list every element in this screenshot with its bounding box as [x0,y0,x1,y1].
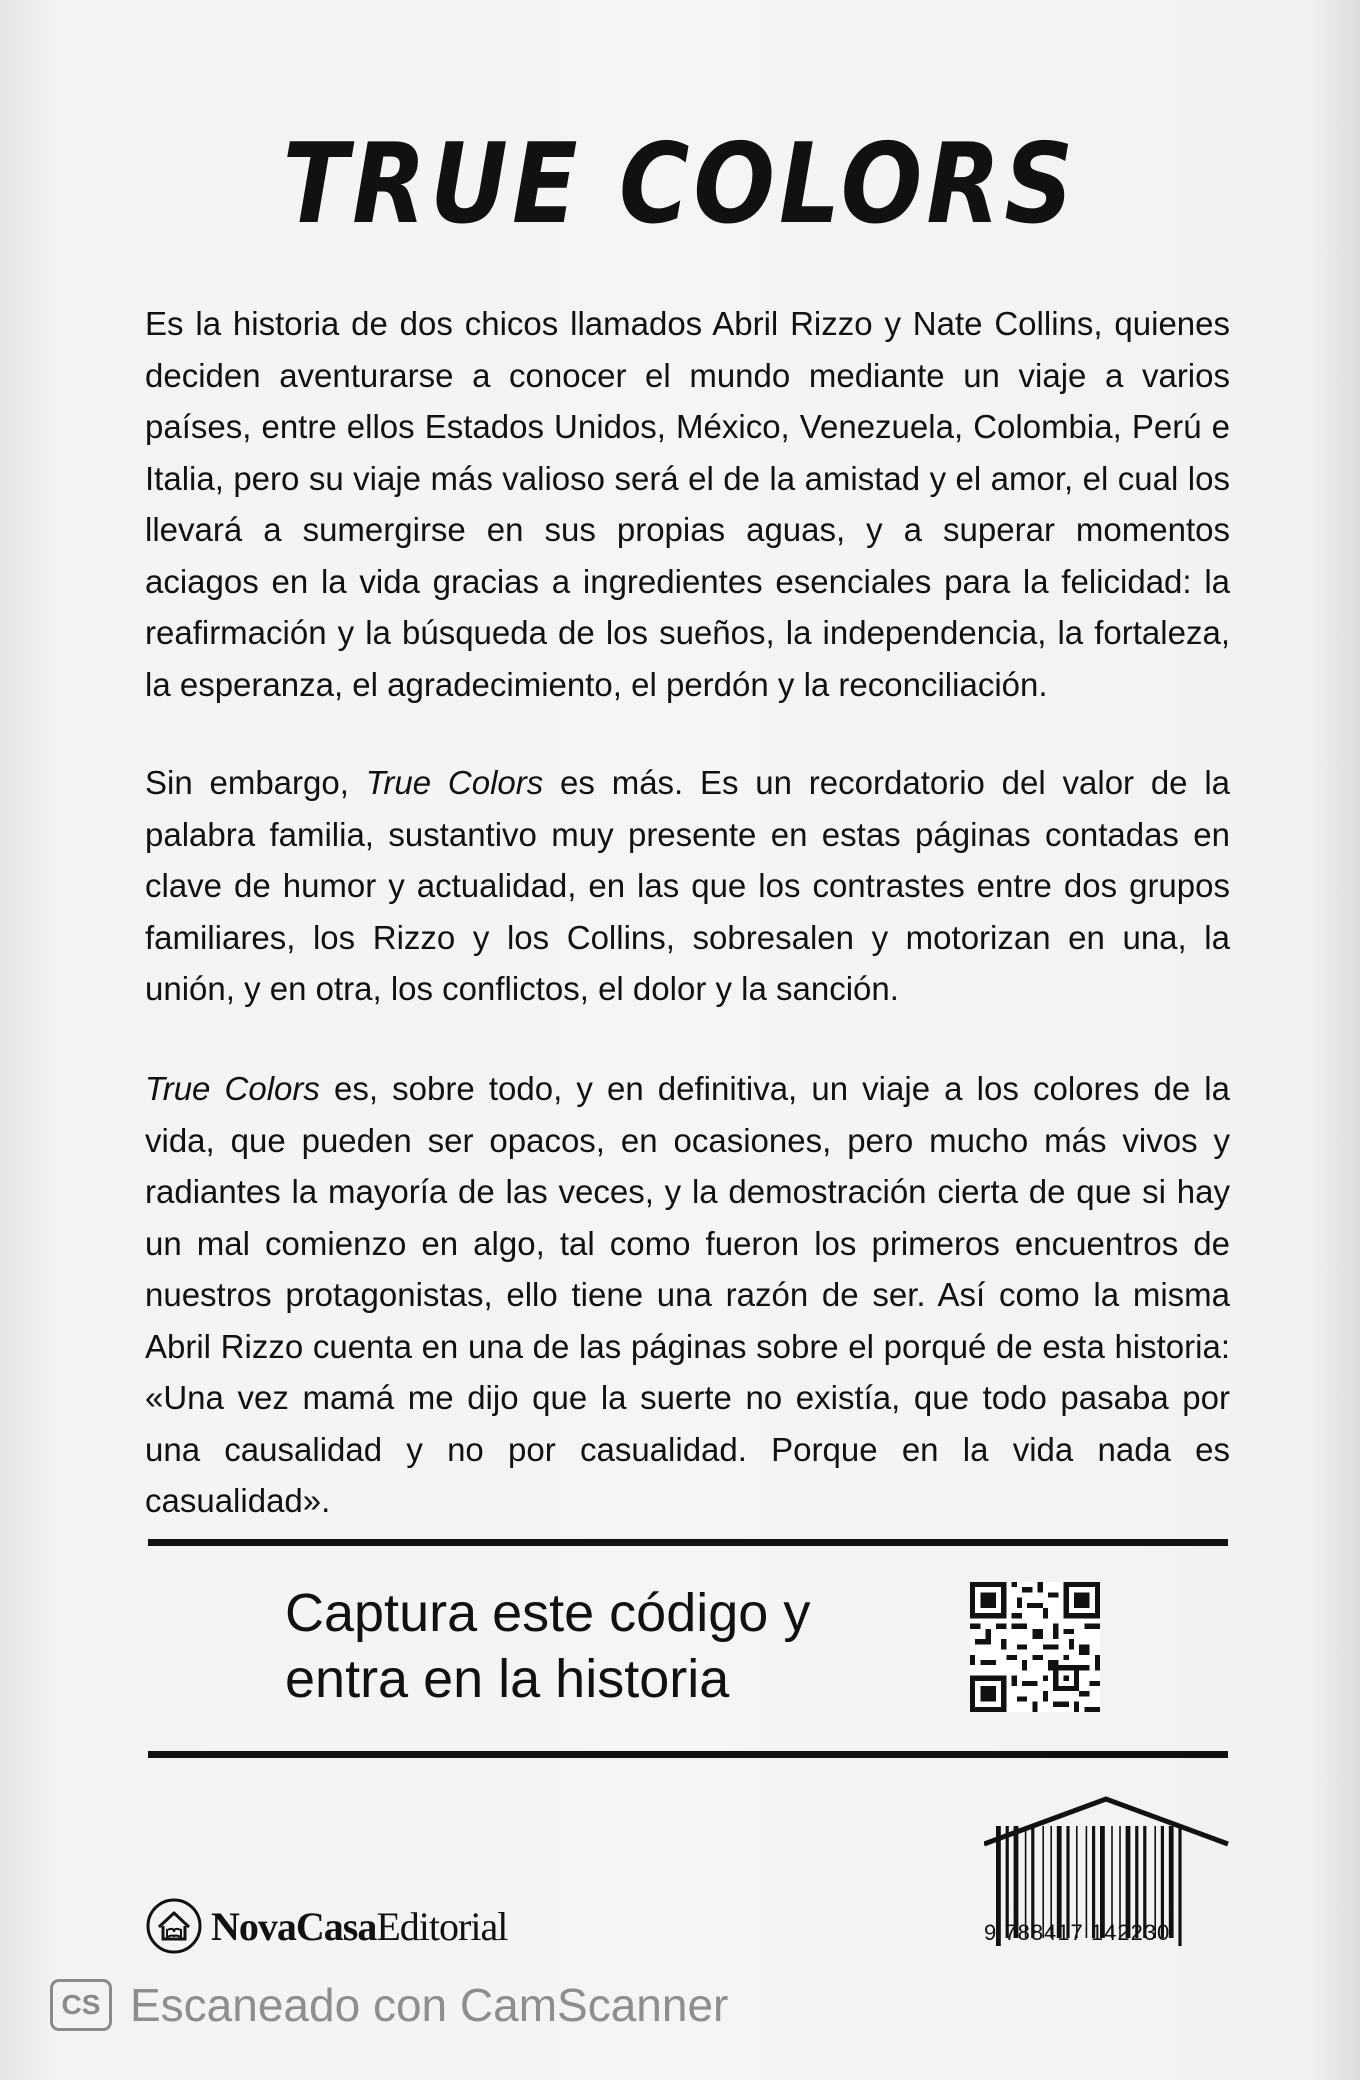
publisher-name [211,1903,507,1950]
synopsis-paragraph-2 [145,757,1230,1015]
paragraph-2-rest: es más. Es un recordatorio del valor de la palabra familia, sustantivo muy presente en estas páginas contadas en clave de humor y actualidad, en las que los contrastes entre dos grupos familiares, los Rizzo y los Collins, sobresalen y motorizan en una, la unión, y en otra, los conflictos, el dolor y la sanción. [145,764,1231,1007]
book-title: TRUE COLORS [282,119,1078,249]
divider-top [148,1539,1228,1546]
camscanner-logo-icon: CS [50,1979,112,2031]
qr-caption-line-1: Captura este código y [285,1583,811,1643]
publisher-name-bold: NovaCasa [211,1903,377,1949]
isbn-number: 9 788417 142230 [984,1920,1171,1945]
synopsis-paragraph-1: Es la historia de dos chicos llamados Abril Rizzo y Nate Collins, quienes deciden aventurarse a conocer el mundo mediante un viaje a varios países, entre ellos Estados Unidos, México, Venezuela, Colombia, Perú e Italia, pero su viaje más valioso será el de la amistad y el amor, el cual los llevará a sumergirse en sus propias aguas, y a superar momentos aciagos en la vida gracias a ingredientes esenciales para la felicidad: la reafirmación y la búsqueda de los sueños, la independencia, la fortaleza, la esperanza, el agradecimiento, el perdón y la reconciliación. [145,305,1230,703]
paragraph-2-title-italic: True Colors [365,764,544,801]
divider-bottom [148,1751,1228,1758]
scanner-watermark [50,1975,728,2035]
qr-code-icon[interactable] [970,1582,1100,1712]
paragraph-3-rest: es, sobre todo, y en definitiva, un viaje a los colores de la vida, que pueden ser opacos, en ocasiones, pero mucho más vivos y radiantes la mayoría de las veces, y la demostración cierta de que si hay un mal comienzo en algo, tal como fueron los primeros encuentros de nuestros protagonistas, ello tiene una razón de ser. Así como la misma Abril Rizzo cuenta en una de las páginas sobre el porqué de esta historia: «Una vez mamá me dijo que la suerte no existía, que todo pasaba por una causalidad y no por casualidad. Porque en la vida nada es casualidad». [145,1070,1230,1519]
qr-caption-line-2: entra en la historia [285,1649,730,1709]
house-book-icon [145,1897,203,1955]
qr-caption [285,1580,845,1712]
publisher-name-regular: Editorial [376,1903,508,1949]
publisher-logo [145,1896,507,1956]
synopsis-paragraph-3 [145,1063,1230,1527]
paragraph-2-lead: Sin embargo, [145,764,366,801]
paragraph-3-title-italic: True Colors [145,1070,320,1107]
scanner-watermark-text: Escaneado con CamScanner [130,1979,729,2031]
